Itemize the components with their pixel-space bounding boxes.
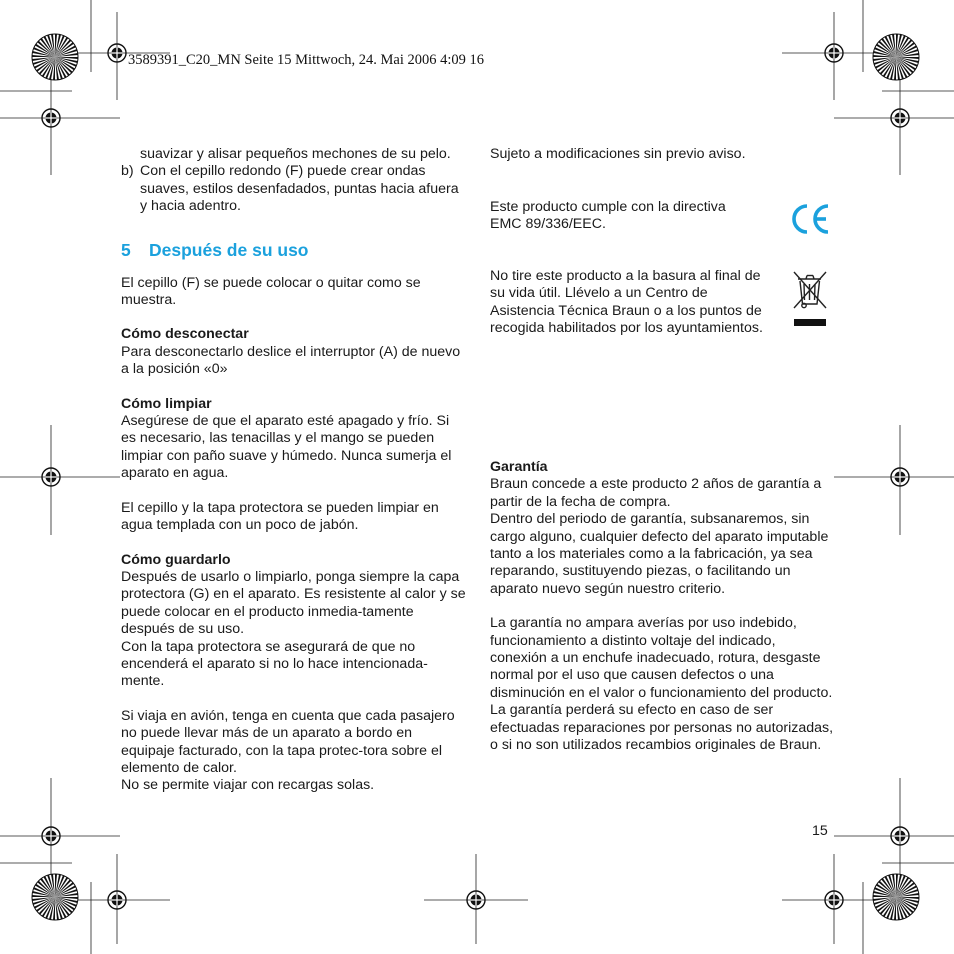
clean-text: Asegúrese de que el aparato esté apagado y frío. Si es necesario, las tenacillas y el mango se pueden limpiar con paño suave y húmedo. Nunca sumerja el aparato en agua. <box>121 413 452 482</box>
warranty-section <box>490 459 835 755</box>
clean-text-2: El cepillo y la tapa protectora se pueden limpiar en agua templada con un poco de jabón. <box>121 499 439 534</box>
intro-continued <box>121 146 466 163</box>
color-calibration-starburst-icon <box>873 34 919 80</box>
color-calibration-starburst-icon <box>32 34 78 80</box>
store-text: Después de usarlo o limpiarlo, ponga siempre la capa protectora (G) en el aparato. Es resistente al calor y se puede colocar en el producto inmedia-tamente después de su uso. <box>121 568 466 638</box>
crossed-out-wheelie-bin-icon <box>792 270 828 328</box>
left-column <box>121 146 466 795</box>
disposal-notice <box>490 268 775 338</box>
clean-heading: Cómo limpiar <box>121 395 212 412</box>
section-intro: El cepillo (F) se puede colocar o quitar como se muestra. <box>121 274 421 309</box>
warranty-text-4: La garantía perderá su efecto en caso de ser efectuadas reparaciones por personas no autorizadas, o si no son utilizados recambios originales de Braun. <box>490 702 834 754</box>
store-heading: Cómo guardarlo <box>121 551 231 568</box>
list-item-b-text: Con el cepillo redondo (F) puede crear ondas suaves, estilos desenfadados, puntas hacia afuera y hacia adentro. <box>140 163 459 215</box>
emc-line-1: Este producto cumple con la directiva <box>490 199 726 215</box>
disconnect-text: Para desconectarlo deslice el interruptor (A) de nuevo a la posición «0» <box>121 343 461 378</box>
warranty-text-2: Dentro del periodo de garantía, subsanaremos, sin cargo alguno, cualquier defecto del aparato imputable tanto a los materiales como a la fabricación, ya sea reparando, sustituyendo piezas, o facilitando un aparato nuevo según nuestro criterio. <box>490 511 829 597</box>
warranty-text: Braun concede a este producto 2 años de garantía a partir de la fecha de compra. <box>490 476 822 510</box>
disposal-text: No tire este producto a la basura al final de su vida útil. Llévelo a un Centro de Asistencia Técnica Braun o a los puntos de recogida habilitados por los ayuntamientos. <box>490 268 763 337</box>
store-text-4: No se permite viajar con recargas solas. <box>121 777 375 794</box>
list-item-b <box>121 163 466 215</box>
color-calibration-starburst-icon <box>873 874 919 920</box>
ce-mark-icon <box>789 202 831 236</box>
warranty-text-3: La garantía no ampara averías por uso indebido, funcionamiento a distinto voltaje del indicado, conexión a un enchufe inadecuado, rotura, desgaste normal por el uso que causen defectos o una disminución en el valor o funcionamiento del producto. <box>490 615 833 701</box>
list-item-b-label: b) <box>121 163 134 180</box>
color-calibration-starburst-icon <box>32 874 78 920</box>
emc-line-2: EMC 89/336/EEC. <box>490 216 606 233</box>
section-heading <box>121 239 466 261</box>
warranty-heading: Garantía <box>490 459 548 475</box>
store-text-3: Si viaja en avión, tenga en cuenta que cada pasajero no puede llevar más de un aparato a bordo en equipaje facturado, con la tapa protec-tora sobre el elemento de calor. <box>121 707 455 776</box>
disconnect-heading: Cómo desconectar <box>121 326 249 343</box>
intro-continued-text: suavizar y alisar pequeños mechones de su pelo. <box>140 146 451 162</box>
store-text-2: Con la tapa protectora se asegurará de que no encenderá el aparato si no lo hace intencionada-mente. <box>121 638 428 690</box>
section-number: 5 <box>121 239 131 260</box>
print-header: 3589391_C20_MN Seite 15 Mittwoch, 24. Mai 2006 4:09 16 <box>128 52 485 68</box>
modifications-text: Sujeto a modificaciones sin previo aviso. <box>490 146 746 162</box>
emc-notice <box>490 199 770 234</box>
page-number: 15 <box>812 823 828 839</box>
modifications-notice <box>490 146 790 163</box>
section-title: Después de su uso <box>149 239 309 260</box>
